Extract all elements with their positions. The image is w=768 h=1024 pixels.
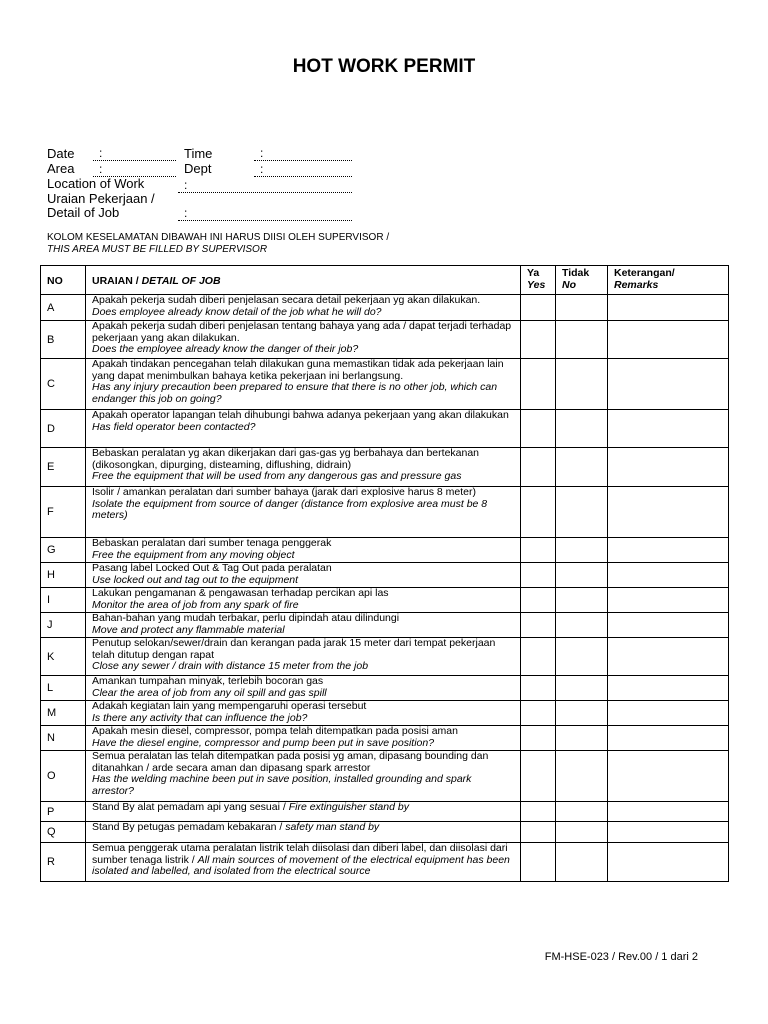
row-description-id: Semua peralatan las telah ditempatkan pada posisi yg aman, dipasang bounding dan ditanahkan / arde secara aman dan dipasang spark arrestor	[92, 750, 489, 774]
col-header-remarks-en: Remarks	[614, 279, 659, 291]
row-number: B	[41, 321, 86, 359]
remarks-cell[interactable]	[608, 588, 729, 613]
yes-cell[interactable]	[521, 448, 556, 487]
remarks-cell[interactable]	[608, 676, 729, 701]
row-description	[86, 563, 521, 588]
table-row	[41, 563, 729, 588]
no-cell[interactable]	[556, 563, 608, 588]
col-header-no-en: No	[562, 279, 576, 291]
yes-cell[interactable]	[521, 843, 556, 882]
yes-cell[interactable]	[521, 726, 556, 751]
yes-cell[interactable]	[521, 638, 556, 676]
no-cell[interactable]	[556, 321, 608, 359]
row-description	[86, 321, 521, 359]
table-row	[41, 726, 729, 751]
row-description-id: Penutup selokan/sewer/drain dan kerangan pada jarak 15 meter dari tempat pekerjaan telah ditutup dengan rapat	[92, 637, 496, 661]
remarks-cell[interactable]	[608, 726, 729, 751]
table-row	[41, 822, 729, 843]
row-description-id: Bahan-bahan yang mudah terbakar, perlu dipindah atau dilindungi	[92, 612, 400, 624]
row-description-en: Is there any activity that can influence the job?	[92, 711, 308, 724]
remarks-cell[interactable]	[608, 295, 729, 321]
row-number: M	[41, 701, 86, 726]
row-description	[86, 822, 521, 843]
row-description-en: Close any sewer / drain with distance 15 meter from the job	[92, 660, 369, 673]
time-field[interactable]	[254, 148, 352, 161]
row-description-en: Does the employee already know the danger of their job?	[92, 343, 359, 356]
supervisor-note	[47, 232, 389, 256]
col-header-desc	[86, 266, 521, 295]
remarks-cell[interactable]	[608, 321, 729, 359]
no-cell[interactable]	[556, 588, 608, 613]
row-description	[86, 751, 521, 802]
row-description-en: Clear the area of job from any oil spill and gas spill	[92, 686, 327, 699]
col-header-no-text: NO	[47, 274, 63, 287]
row-description-en: Isolate the equipment from source of danger (distance from explosive area must be 8 meters)	[92, 497, 488, 522]
table-row	[41, 613, 729, 638]
date-field[interactable]	[93, 148, 176, 161]
no-cell[interactable]	[556, 638, 608, 676]
row-description-en: Monitor the area of job from any spark of fire	[92, 598, 299, 611]
date-colon: :	[99, 146, 103, 160]
no-cell[interactable]	[556, 410, 608, 448]
remarks-cell[interactable]	[608, 448, 729, 487]
table-row	[41, 448, 729, 487]
row-number: F	[41, 487, 86, 538]
yes-cell[interactable]	[521, 751, 556, 802]
row-description-en: Move and protect any flammable material	[92, 623, 285, 636]
row-description-en: safety man stand by	[285, 821, 380, 833]
no-cell[interactable]	[556, 613, 608, 638]
row-number: Q	[41, 822, 86, 843]
no-cell[interactable]	[556, 295, 608, 321]
row-number: A	[41, 295, 86, 321]
row-description-en: Has the welding machine been put in save position, installed grounding and spark arrestor?	[92, 773, 472, 798]
row-description-en: Has field operator been contacted?	[92, 420, 256, 433]
yes-cell[interactable]	[521, 487, 556, 538]
remarks-cell[interactable]	[608, 613, 729, 638]
checklist-table	[40, 265, 729, 882]
table-header-row	[41, 266, 729, 295]
row-description	[86, 359, 521, 410]
yes-cell[interactable]	[521, 613, 556, 638]
yes-cell[interactable]	[521, 538, 556, 563]
col-header-yes-en: Yes	[527, 279, 546, 291]
row-description-en: Fire extinguisher stand by	[288, 801, 409, 813]
col-header-desc-id: URAIAN /	[92, 274, 139, 287]
no-cell[interactable]	[556, 448, 608, 487]
area-colon: :	[99, 162, 103, 176]
remarks-cell[interactable]	[608, 538, 729, 563]
table-row	[41, 802, 729, 822]
location-colon: :	[184, 178, 188, 192]
no-cell[interactable]	[556, 359, 608, 410]
no-cell[interactable]	[556, 726, 608, 751]
col-header-remarks	[608, 266, 729, 295]
row-description-id: Adakah kegiatan lain yang mempengaruhi operasi tersebut	[92, 700, 367, 712]
remarks-cell[interactable]	[608, 843, 729, 882]
no-cell[interactable]	[556, 843, 608, 882]
table-row	[41, 676, 729, 701]
table-row	[41, 751, 729, 802]
yes-cell[interactable]	[521, 802, 556, 822]
remarks-cell[interactable]	[608, 487, 729, 538]
row-description	[86, 588, 521, 613]
row-number: I	[41, 588, 86, 613]
row-description-id: Stand By alat pemadam api yang sesuai /	[92, 801, 286, 813]
row-number: E	[41, 448, 86, 487]
row-description-en: Have the diesel engine, compressor and pump been put in save position?	[92, 736, 435, 749]
row-description	[86, 295, 521, 321]
row-description	[86, 613, 521, 638]
row-description-id: Apakah pekerja sudah diberi penjelasan secara detail pekerjaan yg akan dilakukan.	[92, 294, 481, 306]
row-description-id: Apakah operator lapangan telah dihubungi bahwa adanya pekerjaan yang akan dilakukan	[92, 409, 509, 421]
row-description	[86, 843, 521, 882]
row-description-en: Free the equipment from any moving object	[92, 548, 295, 561]
row-description-en: Use locked out and tag out to the equipment	[92, 573, 299, 586]
col-header-keterangan: Keterangan/	[614, 267, 675, 279]
yes-cell[interactable]	[521, 321, 556, 359]
row-description-id: Lakukan pengamanan & pengawasan terhadap percikan api las	[92, 587, 389, 599]
row-description-id: Apakah pekerja sudah diberi penjelasan tentang bahaya yang ada / dapat terjadi terhadap pekerjaan yang akan dilakukan.	[92, 320, 512, 344]
yes-cell[interactable]	[521, 563, 556, 588]
row-number: N	[41, 726, 86, 751]
remarks-cell[interactable]	[608, 638, 729, 676]
table-row	[41, 359, 729, 410]
remarks-cell[interactable]	[608, 751, 729, 802]
row-description	[86, 701, 521, 726]
row-description	[86, 676, 521, 701]
row-number: P	[41, 802, 86, 822]
dept-colon: :	[260, 162, 264, 176]
yes-cell[interactable]	[521, 295, 556, 321]
col-header-yes	[521, 266, 556, 295]
row-description-id: Amankan tumpahan minyak, terlebih bocoran gas	[92, 675, 324, 687]
row-description-id: Bebaskan peralatan dari sumber tenaga penggerak	[92, 537, 332, 549]
col-header-desc-en: DETAIL OF JOB	[141, 274, 221, 287]
area-label: Area	[47, 161, 75, 176]
table-row	[41, 638, 729, 676]
no-cell[interactable]	[556, 701, 608, 726]
table-row	[41, 588, 729, 613]
date-label: Date	[47, 146, 75, 161]
row-description-id: Apakah tindakan pencegahan telah dilakukan guna memastikan tidak ada pekerjaan lain yang dapat menimbulkan bahaya ketika pekerjaan ini berlangsung.	[92, 358, 504, 382]
row-description-id: Apakah mesin diesel, compressor, pompa telah ditempatkan pada posisi aman	[92, 725, 458, 737]
row-number: O	[41, 751, 86, 802]
row-number: R	[41, 843, 86, 882]
table-row	[41, 321, 729, 359]
row-description-id: Stand By petugas pemadam kebakaran /	[92, 821, 283, 833]
row-description	[86, 410, 521, 448]
row-description-en: Free the equipment that will be used from any dangerous gas and pressure gas	[92, 470, 462, 483]
remarks-cell[interactable]	[608, 410, 729, 448]
table-row	[41, 487, 729, 538]
no-cell[interactable]	[556, 802, 608, 822]
no-cell[interactable]	[556, 538, 608, 563]
col-header-no	[41, 266, 86, 295]
row-number: H	[41, 563, 86, 588]
detail-field[interactable]	[178, 208, 352, 221]
page-title: HOT WORK PERMIT	[292, 56, 476, 77]
supervisor-note-en: THIS AREA MUST BE FILLED BY SUPERVISOR	[47, 244, 268, 255]
yes-cell[interactable]	[521, 359, 556, 410]
col-header-no-answer	[556, 266, 608, 295]
row-description-id: Bebaskan peralatan yg akan dikerjakan dari gas-gas yg berbahaya dan bertekanan (dikosongkan, dipurging, disteaming, diflushing, didrain)	[92, 447, 480, 471]
row-description	[86, 638, 521, 676]
row-description	[86, 802, 521, 822]
time-label: Time	[184, 146, 213, 161]
table-row	[41, 295, 729, 321]
yes-cell[interactable]	[521, 701, 556, 726]
remarks-cell[interactable]	[608, 563, 729, 588]
table-row	[41, 843, 729, 882]
row-description-en: Has any injury precaution been prepared to ensure that there is no other job, which can endanger this job on going?	[92, 381, 498, 406]
detail-label-line1: Uraian Pekerjaan /	[47, 191, 155, 206]
table-row	[41, 410, 729, 448]
row-description-id: Pasang label Locked Out & Tag Out pada peralatan	[92, 562, 332, 574]
row-description-id: Isolir / amankan peralatan dari sumber bahaya (jarak dari explosive harus 8 meter)	[92, 486, 477, 498]
no-cell[interactable]	[556, 822, 608, 843]
location-field[interactable]	[178, 180, 352, 193]
no-cell[interactable]	[556, 676, 608, 701]
table-row	[41, 538, 729, 563]
time-colon: :	[260, 146, 264, 160]
row-description	[86, 487, 521, 538]
remarks-cell[interactable]	[608, 701, 729, 726]
row-number: C	[41, 359, 86, 410]
no-cell[interactable]	[556, 487, 608, 538]
row-number: G	[41, 538, 86, 563]
row-description-id: Semua penggerak utama peralatan listrik telah diisolasi dan diberi label, dan diisolasi dari sumber tenaga listrik /	[92, 842, 508, 866]
form-code-footer: FM-HSE-023 / Rev.00 / 1 dari 2	[544, 951, 698, 963]
remarks-cell[interactable]	[608, 359, 729, 410]
yes-cell[interactable]	[521, 822, 556, 843]
detail-colon: :	[184, 206, 188, 220]
row-description	[86, 538, 521, 563]
row-number: J	[41, 613, 86, 638]
row-number: K	[41, 638, 86, 676]
row-number: D	[41, 410, 86, 448]
table-row	[41, 701, 729, 726]
row-description	[86, 448, 521, 487]
yes-cell[interactable]	[521, 410, 556, 448]
row-description-en: Does employee already know detail of the job what he will do?	[92, 305, 382, 318]
remarks-cell[interactable]	[608, 822, 729, 843]
col-header-tidak: Tidak	[562, 267, 590, 279]
supervisor-note-id: KOLOM KESELAMATAN DIBAWAH INI HARUS DIISI OLEH SUPERVISOR /	[47, 232, 390, 243]
row-description	[86, 726, 521, 751]
yes-cell[interactable]	[521, 676, 556, 701]
col-header-ya: Ya	[527, 267, 540, 279]
yes-cell[interactable]	[521, 588, 556, 613]
location-label: Location of Work	[47, 176, 145, 191]
dept-field[interactable]	[254, 164, 352, 177]
no-cell[interactable]	[556, 751, 608, 802]
row-number: L	[41, 676, 86, 701]
row-description-en: All main sources of movement of the electrical equipment has been isolated and labelled, and isolated from the electrical source	[92, 853, 510, 878]
detail-label-line2: Detail of Job	[47, 205, 120, 220]
dept-label: Dept	[184, 161, 212, 176]
remarks-cell[interactable]	[608, 802, 729, 822]
